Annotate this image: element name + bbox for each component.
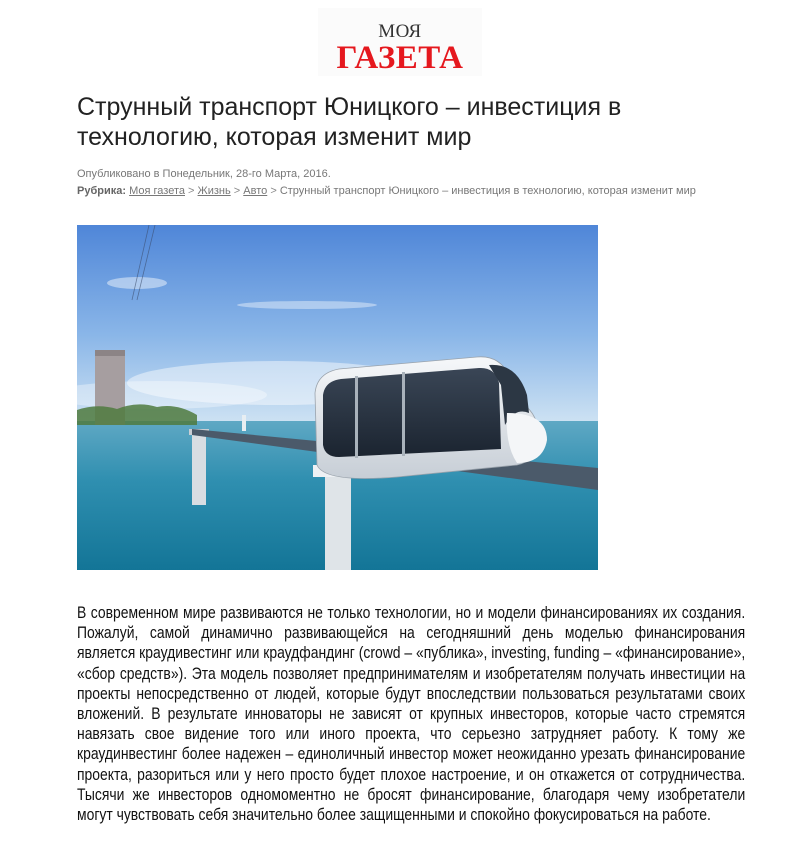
- breadcrumb-separator: >: [233, 185, 241, 197]
- breadcrumb: [77, 182, 696, 200]
- breadcrumb-label: Рубрика:: [77, 185, 127, 197]
- article-title: Струнный транспорт Юницкого – инвестиция в технологию, которая изменит мир: [77, 93, 622, 151]
- breadcrumb-separator: >: [188, 185, 195, 197]
- breadcrumb-separator: >: [270, 185, 277, 197]
- site-logo[interactable]: [318, 8, 482, 76]
- logo-line-moya: МОЯ: [378, 21, 422, 42]
- article-body-paragraph: В современном мире развиваются не только технологии, но и модели финансированиях их создания. Пожалуй, самой динамично развивающейся на сегодняшний день моделью финансирования является краудивестинг или краудфандинг (crowd – «публика», investing, funding – «финансирование», «сбор средств»). Эта модель позволяет предпринимателям и изобретателям получать инвестиции на проекты непосредственно от людей, которые будут впоследствии пользоваться результатами своих вложений. В результате инноваторы не зависят от крупных инвесторов, которые часто стремятся навязать свое видение того или иного проекта, что серьезно затрудняет работу. К тому же краудинвестинг более надежен – единоличный инвестор может неожиданно урезать финансирование проекта, разориться или у него просто будет плохое настроение, и он откажется от сотрудничества. Тысячи же инвесторов одномоментно не бросят финансирование, благодаря чему изобретатели могут чувствовать себя значительно более защищенными и спокойно фокусироваться на работе.: [77, 604, 746, 825]
- breadcrumb-link-avto[interactable]: Авто: [243, 185, 268, 197]
- breadcrumb-current: Струнный транспорт Юницкого – инвестиция в технологию, которая изменит мир: [279, 185, 696, 197]
- logo-line-gazeta: ГАЗЕТА: [336, 40, 464, 76]
- article-image: [77, 225, 598, 570]
- breadcrumb-link-moya-gazeta[interactable]: Моя газета: [129, 185, 185, 197]
- monorail-illustration: [77, 225, 598, 570]
- publish-date: Опубликовано в Понедельник, 28-го Марта, 2016.: [77, 168, 331, 180]
- breadcrumb-link-zhizn[interactable]: Жизнь: [197, 185, 231, 197]
